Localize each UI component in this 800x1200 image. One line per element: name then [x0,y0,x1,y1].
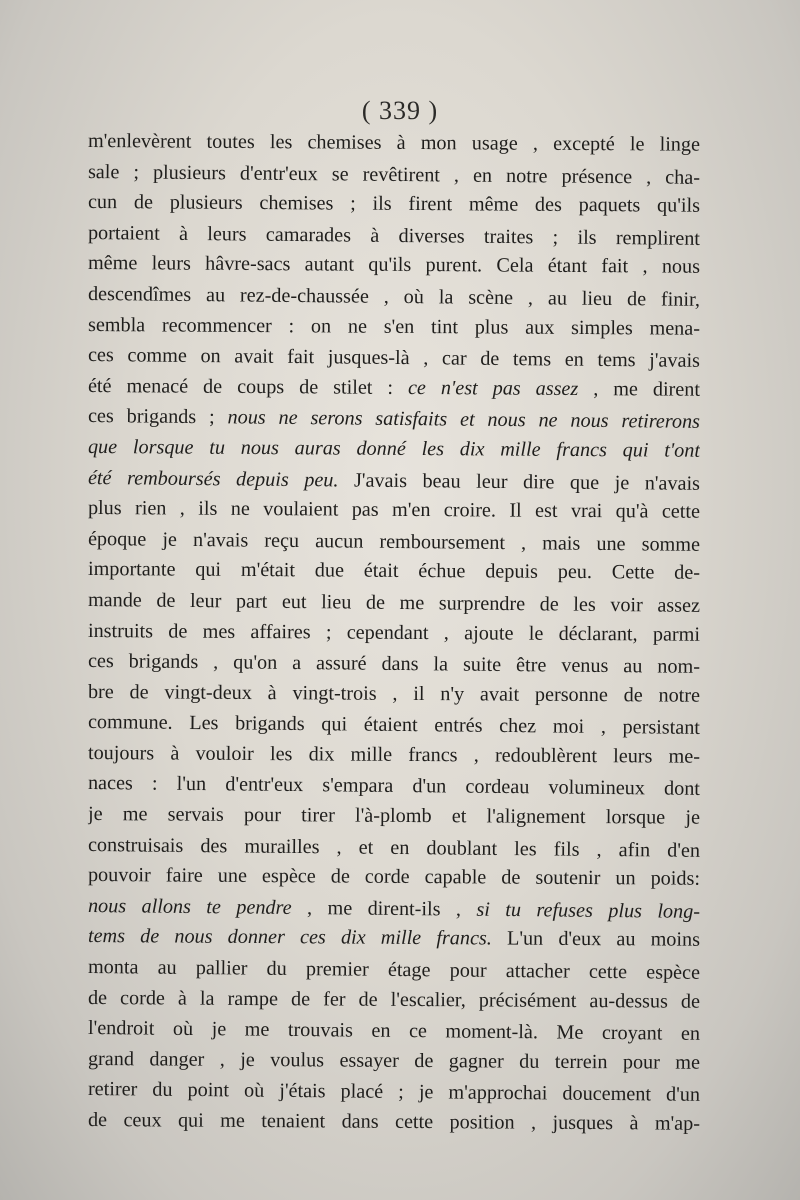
text-line [88,1105,700,1139]
text-run: construisais des murailles , et en doublant les fils , afin d'en [87,833,701,862]
text-run: monta au pallier du premier étage pour attacher cette espèce [87,956,701,984]
text-run: bre de vingt-deux à vingt-trois , il n'y avait personne de notre [87,680,701,707]
text-run: naces : l'un d'entr'eux s'empara d'un cordeau volumineux dont [87,772,701,801]
text-line [88,860,700,894]
text-run: ces brigands ; [87,405,228,429]
text-run: grand danger , je voulus essayer de gagner du terrein pour me [87,1047,701,1074]
text-line [88,616,700,650]
text-run: retirer du point où j'étais placé ; je m'approchai doucement d'un [87,1078,701,1107]
text-line [88,738,700,772]
text-run: sembla recommencer : on ne s'en tint plus aux simples mena- [87,313,701,340]
text-line [88,554,700,588]
text-run: sale ; plusieurs d'entr'eux se revêtirent , en notre présence , cha- [87,160,701,189]
text-run: pouvoir faire une espèce de corde capable de soutenir un poids: [87,864,701,890]
text-run: été menacé de coups de stilet : [87,374,409,399]
text-run: L'un d'eux au moins [491,927,701,952]
text-line [88,187,700,221]
text-line [88,677,700,711]
text-run: commune. Les brigands qui étaient entrés chez moi , persistant [87,711,701,740]
text-run: ces brigands , qu'on a assuré dans la suite être venus au nom- [87,650,701,678]
text-run: mande de leur part eut lieu de me surprendre de les voir assez [87,588,701,617]
text-run: de ceux qui me tenaient dans cette position , jusques à m'ap- [87,1109,701,1135]
text-line [88,310,700,344]
text-run: portaient à leurs camarades à diverses traites ; ils remplirent [87,221,701,250]
text-line [88,983,700,1017]
text-run: de corde à la rampe de fer de l'escalier, précisément au-dessus de [87,986,701,1013]
italic-text-run: nous ne serons satisfaits et nous ne nous retirerons [227,406,701,434]
text-run: même leurs hâvre-sacs autant qu'ils purent. Cela étant fait , nous [87,252,701,279]
italic-text-run: tems de nous donner ces dix mille francs. [87,925,492,950]
page-number: ( 339 ) [361,96,439,125]
text-line [88,493,700,527]
italic-text-run: nous allons te pendre [87,894,292,919]
text-run: importante qui m'était due était échue depuis peu. Cette de- [87,558,701,585]
text-run: je me servais pour tirer l'à-plomb et l'alignement lorsque je [87,803,701,829]
text-run: époque je n'avais reçu aucun remboursement , mais une somme [87,527,701,556]
text-run: instruits de mes affaires ; cependant , ajoute le déclarant, parmi [87,619,701,646]
text-line [88,921,700,955]
text-run: toujours à vouloir les dix mille francs , redoublèrent leurs me- [87,741,701,768]
text-line [88,371,700,405]
text-run: , me dirent [578,377,701,401]
italic-text-run: ce n'est pas assez [407,376,579,400]
italic-text-run: si tu refuses plus long- [476,898,701,923]
text-run: J'avais beau leur dire que je n'avais [338,468,701,495]
text-run: descendîmes au rez-de-chaussée , où la scène , au lieu de finir, [87,282,701,311]
italic-text-run: que lorsque tu nous auras donné les dix mille francs qui t'ont [87,435,701,462]
text-run: m'enlevèrent toutes les chemises à mon usage , excepté le linge [87,130,701,156]
text-line [88,248,700,282]
text-run: l'endroit où je me trouvais en ce moment-là. Me croyant en [87,1017,701,1046]
text-line [88,799,700,833]
text-run: plus rien , ils ne voulaient pas m'en croire. Il est vrai qu'à cette [87,497,701,523]
text-line [88,126,700,160]
italic-text-run: été remboursés depuis peu. [87,466,339,491]
text-line [88,432,700,466]
text-run: cun de plusieurs chemises ; ils firent même des paquets qu'ils [87,191,701,217]
text-run: ces comme on avait fait jusques-là , car de tems en tems j'avais [87,344,701,373]
text-run: , me dirent-ils , [291,896,477,921]
body-text [88,126,700,1136]
text-line [88,1044,700,1078]
